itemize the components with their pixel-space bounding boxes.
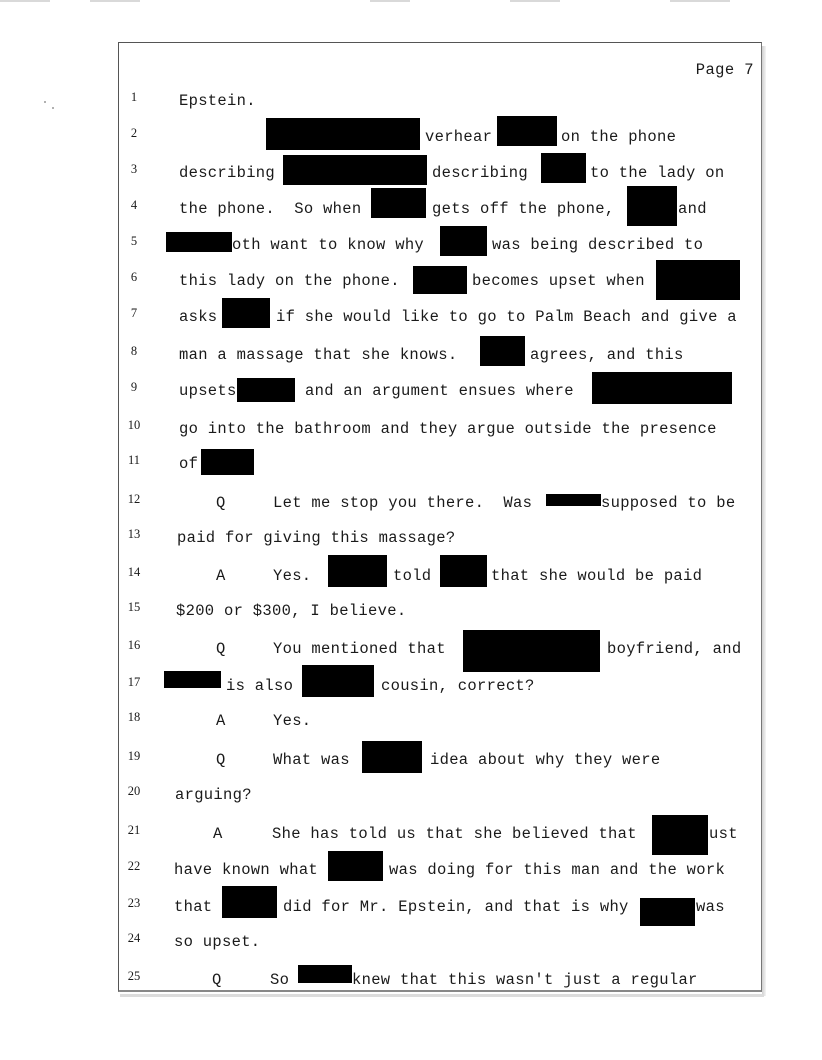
transcript-line	[0, 346, 822, 368]
line-number: 25	[127, 969, 141, 983]
scan-artifact	[90, 0, 140, 2]
transcript-text: asks	[179, 308, 218, 326]
redaction-box	[592, 372, 732, 404]
redaction-box	[652, 815, 708, 855]
transcript-text: gets off the phone,	[432, 200, 615, 218]
redaction-box	[302, 665, 374, 697]
redaction-box	[164, 671, 221, 688]
transcript-text: knew that this wasn't just a regular	[352, 971, 698, 989]
line-number: 7	[130, 306, 138, 320]
redaction-box	[362, 741, 422, 773]
transcript-line	[0, 861, 822, 883]
transcript-line	[0, 898, 822, 920]
transcript-text: boyfriend, and	[607, 640, 742, 658]
transcript-line	[0, 971, 822, 993]
transcript-text: was being described to	[492, 236, 704, 254]
transcript-line	[0, 602, 822, 624]
line-number: 11	[127, 453, 141, 467]
transcript-text: to the lady on	[590, 164, 725, 182]
transcript-text: You mentioned that	[273, 640, 446, 658]
redaction-box	[222, 298, 270, 328]
page-bottom-shadow	[120, 994, 764, 997]
line-number: 20	[127, 784, 141, 798]
transcript-text: verhear	[425, 128, 493, 146]
line-number: 3	[130, 162, 138, 176]
transcript-text: becomes upset when	[472, 272, 645, 290]
line-number: 21	[127, 823, 141, 837]
transcript-text: upsets	[179, 382, 237, 400]
line-number: 9	[130, 380, 138, 394]
transcript-text: supposed to be	[601, 494, 736, 512]
transcript-text: describing	[432, 164, 529, 182]
transcript-text: and	[678, 200, 707, 218]
transcript-line	[0, 567, 822, 589]
scan-artifact	[370, 0, 410, 2]
line-number: 15	[127, 600, 141, 614]
redaction-box	[480, 336, 525, 366]
line-number: 1	[130, 90, 138, 104]
transcript-text: if she would like to go to Palm Beach and give a	[276, 308, 737, 326]
redaction-box	[266, 118, 420, 150]
line-number: 14	[127, 565, 141, 579]
transcript-text: the phone. So when	[179, 200, 362, 218]
line-number: 23	[127, 896, 141, 910]
transcript-text: was	[696, 898, 725, 916]
transcript-text: A	[216, 567, 226, 585]
redaction-box	[413, 266, 467, 294]
transcript-text: A	[216, 712, 226, 730]
transcript-text: agrees, and this	[530, 346, 684, 364]
transcript-line	[0, 712, 822, 734]
transcript-text: Let me stop you there. Was	[273, 494, 533, 512]
line-number: 12	[127, 492, 141, 506]
scan-artifact	[670, 0, 730, 2]
redaction-box	[298, 965, 352, 983]
transcript-text: and an argument ensues where	[305, 382, 574, 400]
transcript-line	[0, 494, 822, 516]
transcript-text: describing	[179, 164, 276, 182]
transcript-text: of	[179, 455, 199, 473]
transcript-line	[0, 236, 822, 258]
line-number: 13	[127, 527, 141, 541]
transcript-text: Q	[216, 494, 226, 512]
redaction-box	[656, 260, 740, 300]
transcript-text: was doing for this man and the work	[389, 861, 726, 879]
line-number: 18	[127, 710, 141, 724]
page-edge-shadow	[762, 46, 766, 996]
transcript-text: Yes.	[273, 712, 312, 730]
transcript-text: Epstein.	[179, 92, 256, 110]
line-number: 6	[130, 270, 138, 284]
redaction-box	[497, 116, 557, 146]
transcript-text: cousin, correct?	[381, 677, 535, 695]
transcript-text: that she would be paid	[491, 567, 703, 585]
transcript-text: have known what	[174, 861, 319, 879]
redaction-box	[440, 555, 487, 587]
line-number: 24	[127, 931, 141, 945]
transcript-text: this lady on the phone.	[179, 272, 400, 290]
transcript-line	[0, 677, 822, 699]
transcript-line	[0, 308, 822, 330]
transcript-text: So	[270, 971, 290, 989]
redaction-box	[440, 226, 487, 256]
redaction-box	[328, 555, 387, 587]
redaction-box	[283, 155, 427, 185]
line-number: 8	[130, 344, 138, 358]
line-number: 19	[127, 749, 141, 763]
scan-artifact	[0, 0, 50, 2]
transcript-text: told	[393, 567, 432, 585]
page-number-label: Page 7	[695, 61, 754, 79]
transcript-text: What was	[273, 751, 350, 769]
line-number: 5	[130, 234, 138, 248]
redaction-box	[222, 886, 277, 918]
redaction-box	[328, 851, 383, 881]
redaction-box	[166, 232, 232, 252]
transcript-text: arguing?	[175, 786, 252, 804]
redaction-box	[371, 188, 426, 218]
transcript-text: man a massage that she knows.	[179, 346, 458, 364]
transcript-text: She has told us that she believed that	[272, 825, 637, 843]
transcript-text: Q	[216, 751, 226, 769]
transcript-line	[0, 455, 822, 477]
transcript-text: that	[174, 898, 213, 916]
transcript-text: did for Mr. Epstein, and that is why	[283, 898, 629, 916]
transcript-text: oth want to know why	[232, 236, 425, 254]
transcript-line	[0, 92, 822, 114]
line-number: 16	[127, 638, 141, 652]
transcript-line	[0, 786, 822, 808]
redaction-box	[237, 378, 295, 402]
line-number: 17	[127, 675, 141, 689]
line-number: 2	[130, 126, 138, 140]
line-number: 22	[127, 859, 141, 873]
redaction-box	[541, 153, 586, 183]
transcript-text: Q	[216, 640, 226, 658]
transcript-text: is also	[226, 677, 294, 695]
transcript-line	[0, 933, 822, 955]
transcript-text: go into the bathroom and they argue outside the presence	[179, 420, 717, 438]
transcript-line	[0, 529, 822, 551]
transcript-text: A	[213, 825, 223, 843]
transcript-line	[0, 640, 822, 662]
transcript-text: ust	[709, 825, 738, 843]
transcript-text: on the phone	[561, 128, 677, 146]
line-number: 4	[130, 198, 138, 212]
transcript-text: paid for giving this massage?	[177, 529, 456, 547]
transcript-text: so upset.	[174, 933, 261, 951]
scan-artifact	[510, 0, 560, 2]
transcript-text: Yes.	[273, 567, 312, 585]
redaction-box	[546, 494, 601, 506]
transcript-line	[0, 420, 822, 442]
redaction-box	[640, 898, 695, 926]
redaction-box	[201, 449, 254, 475]
line-number: 10	[127, 418, 141, 432]
redaction-box	[627, 186, 677, 226]
transcript-text: Q	[212, 971, 222, 989]
redaction-box	[463, 630, 600, 672]
transcript-text: idea about why they were	[430, 751, 661, 769]
transcript-text: $200 or $300, I believe.	[176, 602, 407, 620]
